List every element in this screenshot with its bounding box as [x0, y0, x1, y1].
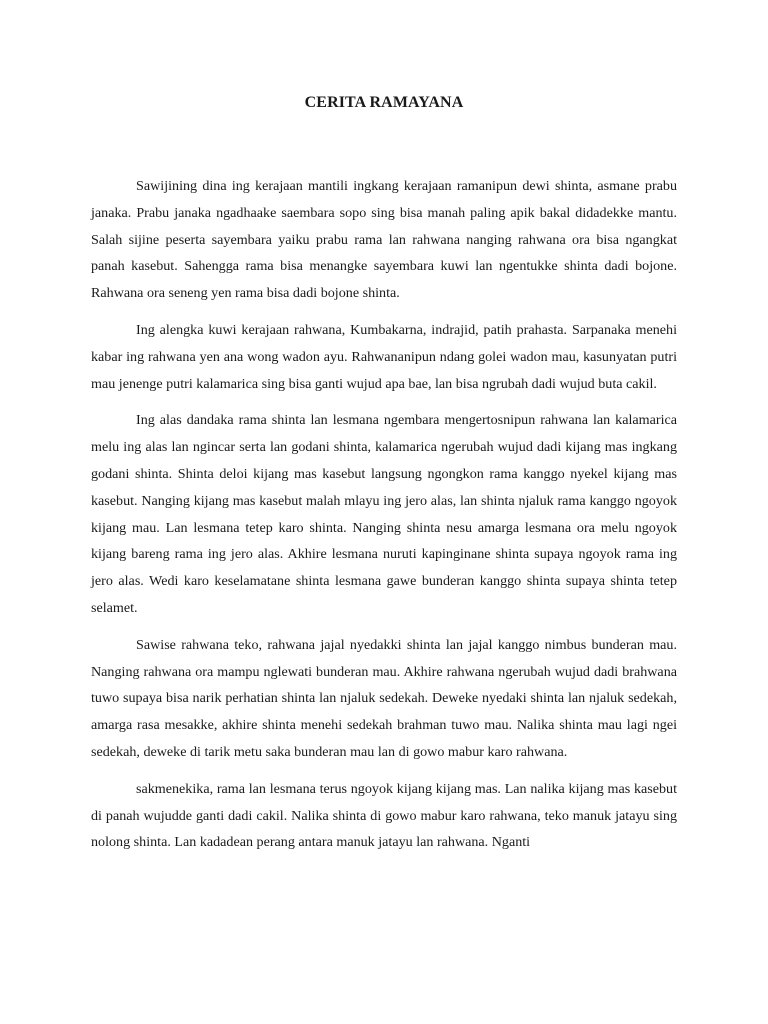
document-body	[91, 173, 677, 866]
paragraph-4: Sawise rahwana teko, rahwana jajal nyedakki shinta lan jajal kanggo nimbus bunderan mau. Nanging rahwana ora mampu nglewati bunderan mau. Akhire rahwana ngerubah wujud dadi brahwana tuwo supaya bisa narik perhatian shinta lan njaluk sedekah. Deweke nyedaki shinta lan njaluk sedekah, amarga rasa mesakke, akhire shinta menehi sedekah brahman tuwo mau. Nalika shinta mau lagi ngei sedekah, deweke di tarik metu saka bunderan mau lan di gowo mabur karo rahwana.	[91, 636, 677, 760]
paragraph-1: Sawijining dina ing kerajaan mantili ingkang kerajaan ramanipun dewi shinta, asmane prabu janaka. Prabu janaka ngadhaake saembara sopo sing bisa manah paling apik bakal didadekke mantu. Salah sijine peserta sayembara yaiku prabu rama lan rahwana nanging rahwana ora bisa ngangkat panah kasebut. Sahengga rama bisa menangke sayembara kuwi lan ngentukke shinta dadi bojone. Rahwana ora seneng yen rama bisa dadi bojone shinta.	[91, 178, 677, 302]
paragraph-3: Ing alas dandaka rama shinta lan lesmana ngembara mengertosnipun rahwana lan kalamarica melu ing alas lan ngincar serta lan godani shinta, kalamarica ngerubah wujud dadi kijang mas ingkang godani shinta. Shinta deloi kijang mas kasebut langsung ngongkon rama kanggo nyekel kijang mas kasebut. Nanging kijang mas kasebut malah mlayu ing jero alas, lan shinta njaluk rama kanggo ngoyok kijang mau. Lan lesmana tetep karo shinta. Nanging shinta nesu amarga lesmana ora melu ngoyok kijang bareng rama ing jero alas. Akhire lesmana nuruti kapinginane shinta supaya ngoyok rama ing jero alas. Wedi karo keselamatane shinta lesmana gawe bunderan kanggo shinta supaya shinta tetep selamet.	[91, 412, 677, 616]
document-title: CERITA RAMAYANA	[304, 94, 464, 111]
paragraph-2: Ing alengka kuwi kerajaan rahwana, Kumbakarna, indrajid, patih prahasta. Sarpanaka menehi kabar ing rahwana yen ana wong wadon ayu. Rahwananipun ndang golei wadon mau, kasunyatan putri mau jenenge putri kalamarica sing bisa ganti wujud apa bae, lan bisa ngrubah dadi wujud buta cakil.	[91, 321, 677, 392]
paragraph-5: sakmenekika, rama lan lesmana terus ngoyok kijang kijang mas. Lan nalika kijang mas kasebut di panah wujudde ganti dadi cakil. Nalika shinta di gowo mabur karo rahwana, teko manuk jatayu sing nolong shinta. Lan kadadean perang antara manuk jatayu lan rahwana. Nganti	[91, 780, 677, 851]
